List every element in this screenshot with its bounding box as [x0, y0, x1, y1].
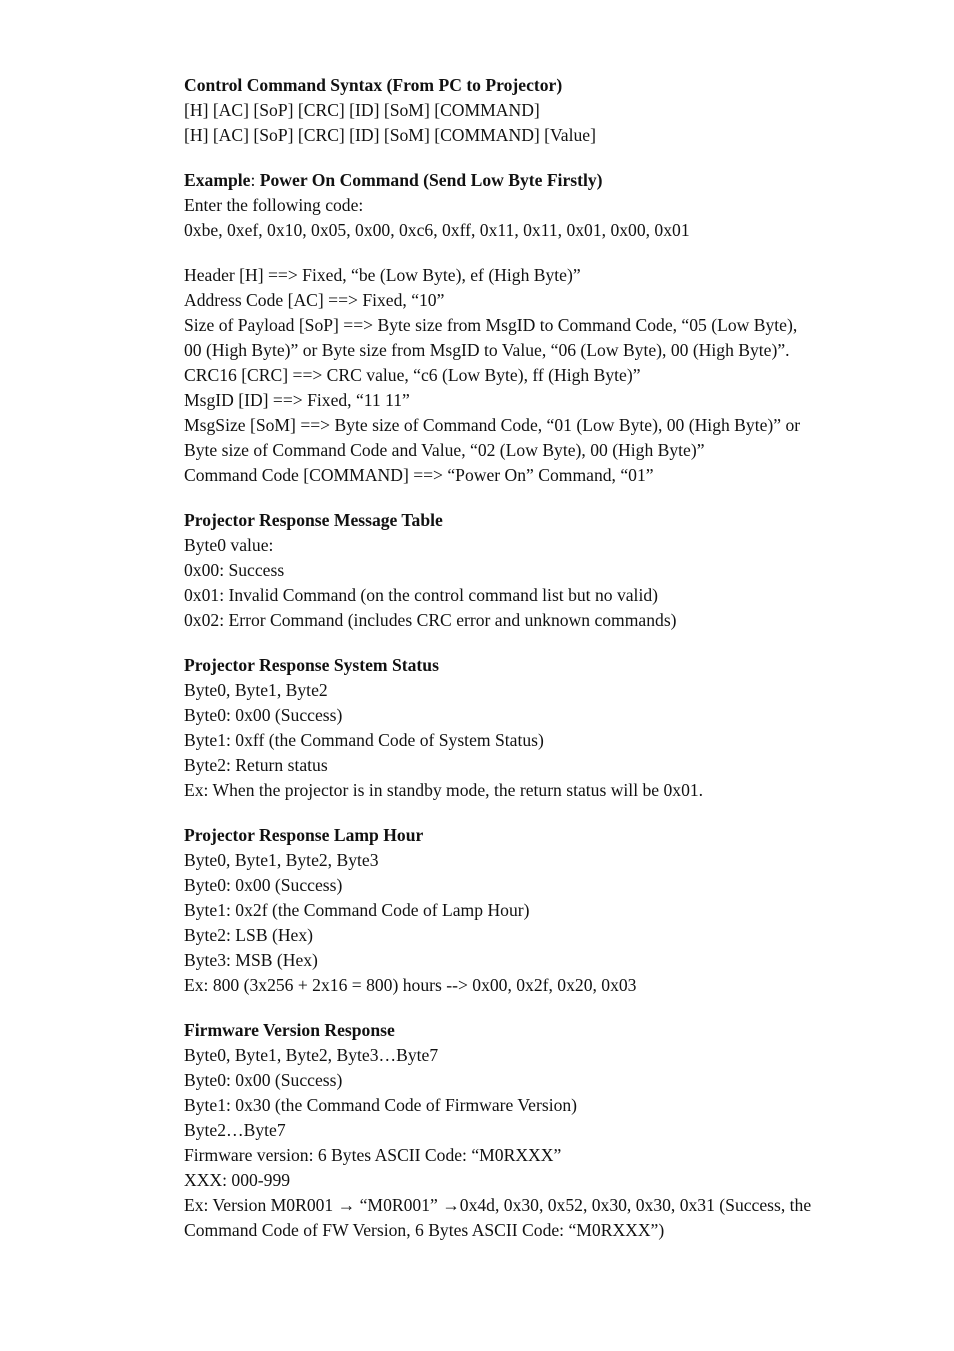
field-msgid: MsgID [ID] ==> Fixed, “11 11” [184, 390, 410, 410]
body-line: Byte0, Byte1, Byte2, Byte3…Byte7 [184, 1045, 439, 1065]
field-address: Address Code [AC] ==> Fixed, “10” [184, 290, 445, 310]
field-header: Header [H] ==> Fixed, “be (Low Byte), ef (High Byte)” [184, 265, 581, 285]
body-line: Ex: 800 (3x256 + 2x16 = 800) hours --> 0x00, 0x2f, 0x20, 0x03 [184, 975, 637, 995]
body-line: Byte3: MSB (Hex) [184, 950, 318, 970]
body-line: Byte1: 0x2f (the Command Code of Lamp Hour) [184, 900, 530, 920]
field-msgsize: MsgSize [SoM] ==> Byte size of Command Code, “01 (Low Byte), 00 (High Byte)” or Byte size of Command Code and Value, “02 (Low Byte), 00 (High Byte)” [184, 415, 801, 460]
body-line: XXX: 000-999 [184, 1170, 291, 1190]
field-payload: Size of Payload [SoP] ==> Byte size from MsgID to Command Code, “05 (Low Byte), 00 (High Byte)” or Byte size from MsgID to Value, “06 (Low Byte), 00 (High Byte)”. [184, 315, 798, 360]
body-line: Byte1: 0x30 (the Command Code of Firmware Version) [184, 1095, 578, 1115]
example-heading-separator: : [250, 170, 260, 190]
body-line: 0x01: Invalid Command (on the control command list but no valid) [184, 585, 658, 605]
body-line: Byte0: 0x00 (Success) [184, 705, 343, 725]
section-heading [184, 168, 814, 193]
body-line: Enter the following code: [184, 195, 364, 215]
body-line: Byte2…Byte7 [184, 1120, 286, 1140]
field-crc: CRC16 [CRC] ==> CRC value, “c6 (Low Byte), ff (High Byte)” [184, 365, 641, 385]
example-section [184, 168, 814, 243]
syntax-section [184, 73, 814, 148]
section-heading: Firmware Version Response [184, 1020, 395, 1040]
firmware-section [184, 1018, 814, 1243]
body-line: Ex: When the projector is in standby mode, the return status will be 0x01. [184, 780, 704, 800]
example-heading-prefix: Example [184, 170, 251, 190]
section-heading: Projector Response Lamp Hour [184, 825, 424, 845]
body-line: 0x02: Error Command (includes CRC error and unknown commands) [184, 610, 677, 630]
field-command: Command Code [COMMAND] ==> “Power On” Command, “01” [184, 465, 654, 485]
document-page [184, 73, 814, 1263]
body-line: Firmware version: 6 Bytes ASCII Code: “M0RXXX” [184, 1145, 562, 1165]
body-line: Byte0, Byte1, Byte2 [184, 680, 328, 700]
body-line: 0x00: Success [184, 560, 285, 580]
response-table-section [184, 508, 814, 633]
body-line: Byte2: Return status [184, 755, 328, 775]
example-heading-rest: Power On Command (Send Low Byte Firstly) [259, 170, 603, 190]
body-line: Byte0, Byte1, Byte2, Byte3 [184, 850, 379, 870]
body-line: Byte0 value: [184, 535, 274, 555]
section-heading: Control Command Syntax (From PC to Projector) [184, 75, 563, 95]
syntax-line: [H] [AC] [SoP] [CRC] [ID] [SoM] [COMMAND] [184, 100, 540, 120]
lamp-hour-section [184, 823, 814, 998]
syntax-line: [H] [AC] [SoP] [CRC] [ID] [SoM] [COMMAND] [Value] [184, 125, 596, 145]
section-heading: Projector Response Message Table [184, 510, 443, 530]
body-line: Byte1: 0xff (the Command Code of System Status) [184, 730, 544, 750]
section-heading: Projector Response System Status [184, 655, 439, 675]
code-line: 0xbe, 0xef, 0x10, 0x05, 0x00, 0xc6, 0xff, 0x11, 0x11, 0x01, 0x00, 0x01 [184, 220, 690, 240]
body-line: Byte0: 0x00 (Success) [184, 1070, 343, 1090]
body-line: Byte0: 0x00 (Success) [184, 875, 343, 895]
fields-section [184, 263, 814, 488]
firmware-example: Ex: Version M0R001 → “M0R001” →0x4d, 0x30, 0x52, 0x30, 0x30, 0x31 (Success, the Command Code of FW Version, 6 Bytes ASCII Code: “M0RXXX”) [184, 1195, 812, 1240]
system-status-section [184, 653, 814, 803]
body-line: Byte2: LSB (Hex) [184, 925, 314, 945]
